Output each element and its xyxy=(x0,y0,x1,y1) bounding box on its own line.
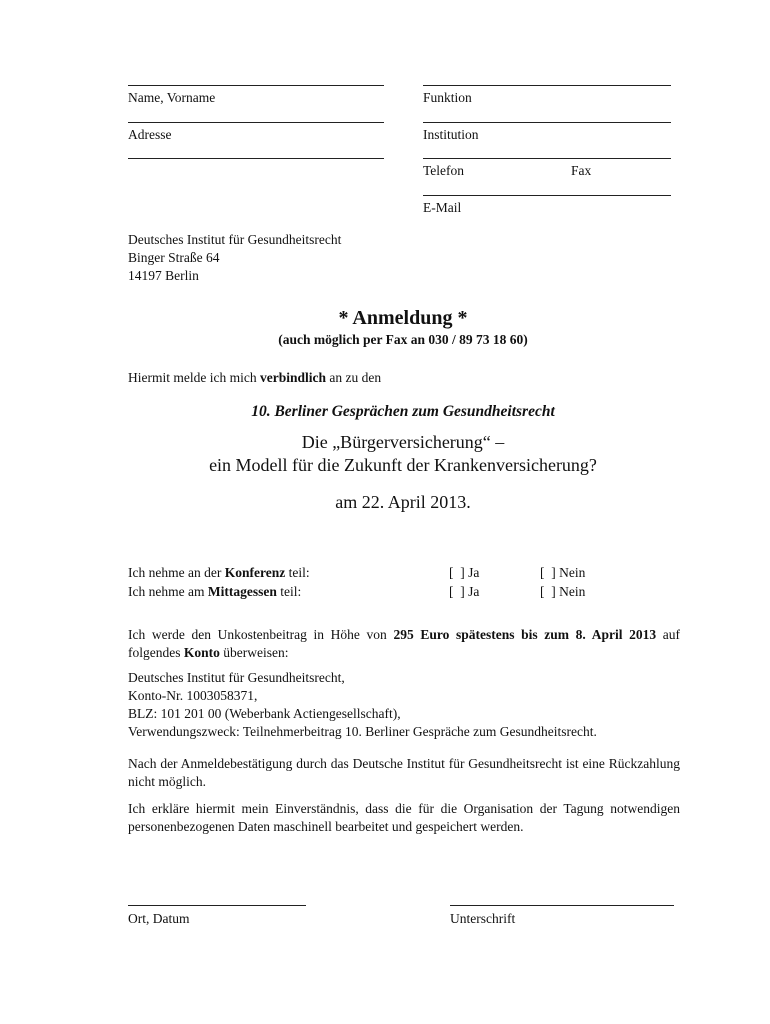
payment-amount: 295 Euro spätestens bis zum 8. April 2013 xyxy=(393,627,657,642)
conference-yes-checkbox[interactable] xyxy=(449,564,479,582)
email-label: E-Mail xyxy=(423,200,462,215)
adresse-line xyxy=(128,122,384,123)
signature-line xyxy=(450,905,674,906)
lunch-no-checkbox[interactable] xyxy=(540,583,585,601)
conference-pre: Ich nehme an der xyxy=(128,565,225,580)
institution-line xyxy=(423,122,671,123)
intro-bold: verbindlich xyxy=(259,370,326,385)
fax-label: Fax xyxy=(571,163,592,178)
adresse-line-2 xyxy=(128,158,384,159)
conference-question xyxy=(128,564,310,582)
page-title: * Anmeldung * xyxy=(338,307,468,329)
recipient-line-3: 14197 Berlin xyxy=(128,268,199,283)
event-topic-2: ein Modell für die Zukunft der Krankenversicherung? xyxy=(209,455,597,475)
checkbox-bracket: [ ] xyxy=(449,565,465,580)
checkbox-bracket: [ ] xyxy=(449,584,465,599)
institution-label: Institution xyxy=(423,127,479,142)
recipient-line-2: Binger Straße 64 xyxy=(128,250,220,265)
lunch-bold: Mittagessen xyxy=(207,584,277,599)
consent-paragraph: Ich erkläre hiermit mein Einverständnis, dass die für die Organisation der Tagung notwendigen personenbezogenen Daten maschinell bearbeitet und gespeichert werden. xyxy=(128,801,680,834)
checkbox-bracket: [ ] xyxy=(540,565,556,580)
recipient-line-1: Deutsches Institut für Gesundheitsrecht xyxy=(128,232,342,247)
bank-line-4: Verwendungszweck: Teilnehmerbeitrag 10. Berliner Gespräche zum Gesundheitsrecht. xyxy=(128,724,597,739)
lunch-yes-checkbox[interactable] xyxy=(449,583,479,601)
bank-details xyxy=(128,669,688,741)
bank-line-1: Deutsches Institut für Gesundheitsrecht, xyxy=(128,670,345,685)
payment-konto: Konto xyxy=(183,645,220,660)
funktion-line xyxy=(423,85,671,86)
event-name: 10. Berliner Gesprächen zum Gesundheitsrecht xyxy=(251,403,555,420)
place-date-line xyxy=(128,905,306,906)
name-label: Name, Vorname xyxy=(128,90,216,105)
email-line xyxy=(423,195,671,196)
intro-text xyxy=(128,369,381,387)
bank-line-3: BLZ: 101 201 00 (Weberbank Actiengesellschaft), xyxy=(128,706,401,721)
name-line xyxy=(128,85,384,86)
lunch-question xyxy=(128,583,301,601)
place-date-label: Ort, Datum xyxy=(128,911,190,926)
no-label: Nein xyxy=(559,584,586,599)
no-label: Nein xyxy=(559,565,586,580)
event-date: am 22. April 2013. xyxy=(335,492,471,512)
checkbox-bracket: [ ] xyxy=(540,584,556,599)
intro-pre: Hiermit melde ich mich xyxy=(128,370,260,385)
telefon-line xyxy=(423,158,671,159)
payment-text-1: Ich werde den Unkostenbeitrag in Höhe von xyxy=(128,627,394,642)
conference-no-checkbox[interactable] xyxy=(540,564,585,582)
conference-post: teil: xyxy=(285,565,310,580)
bank-line-2: Konto-Nr. 1003058371, xyxy=(128,688,258,703)
telefon-label: Telefon xyxy=(423,163,465,178)
yes-label: Ja xyxy=(468,584,480,599)
payment-text-2: auf folgendes xyxy=(128,627,680,660)
refund-notice: Nach der Anmeldebestätigung durch das Deutsche Institut für Gesundheitsrecht ist eine Rückzahlung nicht möglich. xyxy=(128,756,680,789)
adresse-label: Adresse xyxy=(128,127,172,142)
intro-post: an zu den xyxy=(325,370,382,385)
event-topic-1: Die „Bürgerversicherung“ – xyxy=(301,432,505,452)
signature-label: Unterschrift xyxy=(450,911,516,926)
yes-label: Ja xyxy=(468,565,480,580)
funktion-label: Funktion xyxy=(423,90,472,105)
lunch-post: teil: xyxy=(276,584,302,599)
fax-subtitle: (auch möglich per Fax an 030 / 89 73 18 60) xyxy=(278,332,528,347)
payment-paragraph xyxy=(128,626,680,662)
lunch-pre: Ich nehme am xyxy=(128,584,208,599)
recipient-address xyxy=(128,231,341,285)
payment-text-3: überweisen: xyxy=(219,645,289,660)
conference-bold: Konferenz xyxy=(224,565,286,580)
